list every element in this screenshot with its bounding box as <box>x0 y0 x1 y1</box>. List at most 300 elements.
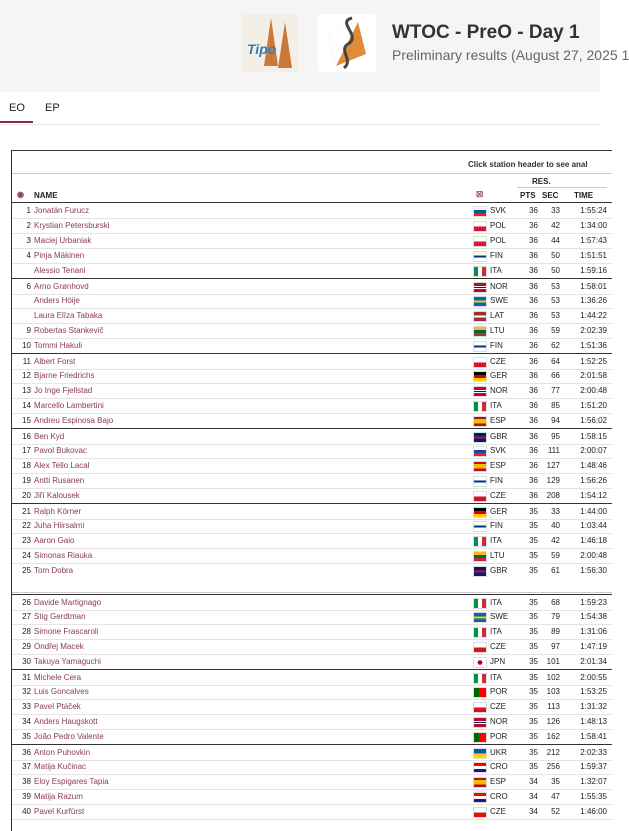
cze-flag-icon <box>473 702 487 713</box>
nation-cell: CRO <box>490 792 508 801</box>
time-cell: 1:51:20 <box>580 401 607 410</box>
time-cell: 1:44:00 <box>580 507 607 516</box>
runner-name-link[interactable]: Aaron Gaio <box>34 536 75 545</box>
seconds-cell: 66 <box>551 371 560 380</box>
runner-name-link[interactable]: Antti Rusanen <box>34 476 85 485</box>
rank-cell: 19 <box>22 476 31 485</box>
points-cell: 35 <box>529 598 538 607</box>
points-cell: 36 <box>529 416 538 425</box>
table-row[interactable] <box>12 774 612 790</box>
table-row[interactable] <box>12 639 612 655</box>
points-cell: 36 <box>529 326 538 335</box>
nation-cell: ITA <box>490 266 502 275</box>
fin-flag-icon <box>473 341 487 352</box>
runner-name-link[interactable]: Albert Forst <box>34 357 76 366</box>
nation-cell: ESP <box>490 416 507 425</box>
nation-cell: ESP <box>490 777 507 786</box>
runner-name-link[interactable]: Robertas Stankevič <box>34 326 104 335</box>
runner-name-link[interactable]: Michele Cera <box>34 673 82 682</box>
runner-name-link[interactable]: Pavel Kurfürst <box>34 807 85 816</box>
time-cell: 1:34:00 <box>580 221 607 230</box>
results-table <box>11 150 612 831</box>
seconds-cell: 59 <box>551 326 560 335</box>
seconds-cell: 256 <box>546 762 560 771</box>
time-cell: 1:51:51 <box>580 251 607 260</box>
runner-name-link[interactable]: Laura Elīza Tabaka <box>34 311 103 320</box>
ita-flag-icon <box>473 673 487 684</box>
points-cell: 35 <box>529 748 538 757</box>
time-cell: 2:00:07 <box>580 446 607 455</box>
nation-cell: NOR <box>490 282 508 291</box>
nation-cell: CZE <box>490 642 506 651</box>
active-tab-indicator <box>0 121 33 123</box>
table-row[interactable] <box>12 488 612 504</box>
time-cell: 1:44:22 <box>580 311 607 320</box>
points-cell: 36 <box>529 357 538 366</box>
time-cell: 1:48:13 <box>580 717 607 726</box>
runner-name-link[interactable]: Marcello Lambertini <box>34 401 104 410</box>
rank-cell: 33 <box>22 702 31 711</box>
orienteering-flag-icon <box>318 14 376 72</box>
runner-name-link[interactable]: Luis Goncalves <box>34 687 89 696</box>
table-row[interactable] <box>12 609 612 625</box>
cro-flag-icon <box>473 762 487 773</box>
runner-name-link[interactable]: Ondřej Macek <box>34 642 84 651</box>
seconds-cell: 95 <box>551 432 560 441</box>
time-cell: 2:00:48 <box>580 386 607 395</box>
ger-flag-icon <box>473 371 487 382</box>
time-cell: 1:48:46 <box>580 461 607 470</box>
runner-name-link[interactable]: Anton Puhovkin <box>34 748 91 757</box>
nation-cell: FIN <box>490 521 503 530</box>
seconds-cell: 102 <box>546 673 560 682</box>
col-pts[interactable]: PTS <box>520 191 536 200</box>
time-cell: 2:00:48 <box>580 551 607 560</box>
table-row[interactable] <box>12 684 612 700</box>
gap-row <box>12 578 612 593</box>
nation-cell: NOR <box>490 386 508 395</box>
runner-name-link[interactable]: Bjarne Friedrichs <box>34 371 95 380</box>
gbr-flag-icon <box>473 432 487 443</box>
nation-cell: GER <box>490 371 508 380</box>
table-row[interactable] <box>12 548 612 564</box>
points-cell: 36 <box>529 461 538 470</box>
time-cell: 1:59:37 <box>580 762 607 771</box>
page-title: WTOC - PreO - Day 1 <box>392 22 580 43</box>
points-cell: 35 <box>529 642 538 651</box>
points-cell: 35 <box>529 507 538 516</box>
time-cell: 1:32:07 <box>580 777 607 786</box>
runner-name-link[interactable]: Ben Kyd <box>34 432 65 441</box>
seconds-cell: 68 <box>551 598 560 607</box>
cze-flag-icon <box>473 642 487 653</box>
points-cell: 36 <box>529 371 538 380</box>
lat-flag-icon <box>473 311 487 322</box>
time-cell: 1:56:02 <box>580 416 607 425</box>
points-cell: 35 <box>529 566 538 575</box>
runner-name-link[interactable]: Jonatán Furucz <box>34 206 90 215</box>
table-row[interactable] <box>12 473 612 489</box>
pol-flag-icon <box>473 221 487 232</box>
time-cell: 1:54:12 <box>580 491 607 500</box>
nor-flag-icon <box>473 717 487 728</box>
seconds-cell: 212 <box>546 748 560 757</box>
rank-cell: 13 <box>22 386 31 395</box>
nation-cell: SWE <box>490 296 509 305</box>
time-cell: 1:55:35 <box>580 792 607 801</box>
rank-cell: 22 <box>22 521 31 530</box>
time-cell: 2:01:58 <box>580 371 607 380</box>
nation-cell: POR <box>490 687 508 696</box>
rank-cell: 15 <box>22 416 31 425</box>
runner-name-link[interactable]: Arno Grønhovd <box>34 282 89 291</box>
table-row[interactable] <box>12 789 612 805</box>
seconds-cell: 126 <box>546 717 560 726</box>
rank-cell: 26 <box>22 598 31 607</box>
tab-ep[interactable]: EP <box>45 102 60 114</box>
runner-name-link[interactable]: Jiří Kalousek <box>34 491 80 500</box>
time-cell: 2:02:33 <box>580 748 607 757</box>
time-cell: 1:56:30 <box>580 566 607 575</box>
tree-icon <box>241 14 299 72</box>
tipo-logo <box>241 14 299 72</box>
time-cell: 1:58:01 <box>580 282 607 291</box>
fin-flag-icon <box>473 251 487 262</box>
seconds-cell: 47 <box>551 792 560 801</box>
points-cell: 35 <box>529 521 538 530</box>
points-cell: 35 <box>529 612 538 621</box>
nation-cell: POL <box>490 221 507 230</box>
rank-cell: 3 <box>26 236 31 245</box>
nation-cell: CZE <box>490 807 506 816</box>
nation-cell: JPN <box>490 657 506 666</box>
nation-cell: ITA <box>490 401 502 410</box>
seconds-cell: 53 <box>551 311 560 320</box>
table-row[interactable] <box>12 563 612 579</box>
runner-name-link[interactable]: Stig Gerdtman <box>34 612 86 621</box>
tab-eo[interactable]: EO <box>9 102 25 114</box>
time-cell: 1:31:32 <box>580 702 607 711</box>
ger-flag-icon <box>473 507 487 518</box>
ita-flag-icon <box>473 598 487 609</box>
rank-cell: 24 <box>22 551 31 560</box>
swe-flag-icon <box>473 296 487 307</box>
nation-cell: CRO <box>490 762 508 771</box>
points-cell: 35 <box>529 657 538 666</box>
table-row[interactable] <box>12 759 612 775</box>
runner-name-link[interactable]: Simonas Riauka <box>34 551 93 560</box>
seconds-cell: 103 <box>546 687 560 696</box>
divider <box>12 173 612 174</box>
table-row[interactable] <box>12 248 612 264</box>
esp-flag-icon <box>473 416 487 427</box>
nation-cell: UKR <box>490 748 507 757</box>
points-cell: 36 <box>529 221 538 230</box>
runner-name-link[interactable]: Pavel Ptáček <box>34 702 81 711</box>
nor-flag-icon <box>473 282 487 293</box>
seconds-cell: 33 <box>551 507 560 516</box>
seconds-cell: 127 <box>546 461 560 470</box>
seconds-cell: 50 <box>551 266 560 275</box>
runner-name-link[interactable]: Anders Haugskott <box>34 717 98 726</box>
table-row[interactable] <box>12 308 612 324</box>
table-row[interactable] <box>12 624 612 640</box>
rank-cell: 36 <box>22 748 31 757</box>
runner-name-link[interactable]: Juha Hiirsalmi <box>34 521 85 530</box>
flag-column-icon[interactable]: ☒ <box>476 190 484 199</box>
station-hint: Click station header to see anal <box>468 160 588 169</box>
nation-cell: SVK <box>490 206 507 215</box>
time-cell: 1:59:23 <box>580 598 607 607</box>
nation-cell: SWE <box>490 612 509 621</box>
runner-name-link[interactable]: Tom Dobra <box>34 566 74 575</box>
por-flag-icon <box>473 687 487 698</box>
nation-cell: CZE <box>490 491 506 500</box>
table-row[interactable] <box>12 413 612 429</box>
runner-name-link[interactable]: João Pedro Valente <box>34 732 104 741</box>
runner-name-link[interactable]: Ralph Körner <box>34 507 82 516</box>
nation-cell: SVK <box>490 446 507 455</box>
fin-flag-icon <box>473 521 487 532</box>
points-cell: 36 <box>529 266 538 275</box>
seconds-cell: 61 <box>551 566 560 575</box>
rank-cell: 14 <box>22 401 31 410</box>
pol-flag-icon <box>473 236 487 247</box>
nation-cell: GBR <box>490 432 508 441</box>
points-cell: 36 <box>529 251 538 260</box>
table-row[interactable] <box>12 338 612 354</box>
svk-flag-icon <box>473 446 487 457</box>
table-row[interactable] <box>12 218 612 234</box>
seconds-cell: 35 <box>551 777 560 786</box>
points-cell: 36 <box>529 296 538 305</box>
rank-cell: 4 <box>26 251 31 260</box>
time-cell: 1:46:18 <box>580 536 607 545</box>
table-row[interactable] <box>12 458 612 474</box>
table-row[interactable] <box>12 233 612 249</box>
points-cell: 34 <box>529 792 538 801</box>
cze-flag-icon <box>473 357 487 368</box>
time-cell: 2:02:39 <box>580 326 607 335</box>
runner-name-link[interactable]: Matija Razum <box>34 792 83 801</box>
table-row[interactable] <box>12 729 612 745</box>
seconds-cell: 97 <box>551 642 560 651</box>
time-cell: 1:59:16 <box>580 266 607 275</box>
rank-cell: 28 <box>22 627 31 636</box>
points-cell: 35 <box>529 687 538 696</box>
nation-cell: POR <box>490 732 508 741</box>
time-cell: 1:47:19 <box>580 642 607 651</box>
runner-name-link[interactable]: Jo Inge Fjellstad <box>34 386 93 395</box>
runner-name-link[interactable]: Eloy Espigares Tapia <box>34 777 109 786</box>
table-row[interactable] <box>12 293 612 309</box>
seconds-cell: 53 <box>551 296 560 305</box>
gbr-flag-icon <box>473 566 487 577</box>
col-res: RES. <box>532 177 551 186</box>
seconds-cell: 50 <box>551 251 560 260</box>
table-row[interactable] <box>12 398 612 414</box>
jpn-flag-icon <box>473 657 487 668</box>
table-row[interactable] <box>12 533 612 549</box>
esp-flag-icon <box>473 461 487 472</box>
seconds-cell: 208 <box>546 491 560 500</box>
table-row[interactable] <box>12 654 612 670</box>
points-cell: 35 <box>529 536 538 545</box>
seconds-cell: 113 <box>547 702 560 711</box>
time-cell: 1:52:25 <box>580 357 607 366</box>
time-cell: 2:00:55 <box>580 673 607 682</box>
eye-icon[interactable]: ◉ <box>17 190 24 199</box>
col-time[interactable]: TIME <box>574 191 594 200</box>
runner-name-link[interactable]: Alessio Tenani <box>34 266 86 275</box>
rank-cell: 1 <box>26 206 31 215</box>
seconds-cell: 111 <box>547 446 560 455</box>
col-sec[interactable]: SEC <box>542 191 559 200</box>
table-row[interactable] <box>12 263 612 279</box>
points-cell: 36 <box>529 432 538 441</box>
ltu-flag-icon <box>473 326 487 337</box>
points-cell: 35 <box>529 762 538 771</box>
time-cell: 1:56:26 <box>580 476 607 485</box>
nation-cell: FIN <box>490 251 503 260</box>
nation-cell: LAT <box>490 311 505 320</box>
ukr-flag-icon <box>473 748 487 759</box>
time-cell: 2:01:34 <box>580 657 607 666</box>
nation-cell: NOR <box>490 717 508 726</box>
seconds-cell: 62 <box>551 341 560 350</box>
rank-cell: 9 <box>26 326 31 335</box>
rank-cell: 37 <box>22 762 31 771</box>
runner-name-link[interactable]: Pinja Mäkinen <box>34 251 85 260</box>
ita-flag-icon <box>473 627 487 638</box>
runner-name-link[interactable]: Anders Höije <box>34 296 80 305</box>
ita-flag-icon <box>473 401 487 412</box>
page-header <box>0 0 629 92</box>
nation-cell: CZE <box>490 357 506 366</box>
seconds-cell: 94 <box>551 416 560 425</box>
nor-flag-icon <box>473 386 487 397</box>
rank-cell: 18 <box>22 461 31 470</box>
cze-flag-icon <box>473 491 487 502</box>
points-cell: 35 <box>529 673 538 682</box>
col-name[interactable]: NAME <box>34 191 58 200</box>
table-row[interactable] <box>12 323 612 339</box>
points-cell: 36 <box>529 206 538 215</box>
rank-cell: 39 <box>22 792 31 801</box>
points-cell: 36 <box>529 491 538 500</box>
svg-text:Tipo: Tipo <box>247 41 277 57</box>
nation-cell: FIN <box>490 476 503 485</box>
runner-name-link[interactable]: Krystian Petersburski <box>34 221 110 230</box>
seconds-cell: 101 <box>546 657 560 666</box>
points-cell: 35 <box>529 732 538 741</box>
rank-cell: 35 <box>22 732 31 741</box>
runner-name-link[interactable]: Pavol Bukovac <box>34 446 87 455</box>
table-row[interactable] <box>12 518 612 534</box>
rank-cell: 25 <box>22 566 31 575</box>
seconds-cell: 162 <box>546 732 560 741</box>
seconds-cell: 42 <box>551 221 560 230</box>
table-row[interactable] <box>12 699 612 715</box>
time-cell: 1:58:15 <box>580 432 607 441</box>
seconds-cell: 129 <box>546 476 560 485</box>
nation-cell: ITA <box>490 536 502 545</box>
cro-flag-icon <box>473 792 487 803</box>
rank-cell: 38 <box>22 777 31 786</box>
seconds-cell: 79 <box>551 612 560 621</box>
nation-cell: FIN <box>490 341 503 350</box>
time-cell: 1:46:00 <box>580 807 607 816</box>
points-cell: 36 <box>529 476 538 485</box>
rank-cell: 16 <box>22 432 31 441</box>
event-logo <box>318 14 376 72</box>
points-cell: 35 <box>529 702 538 711</box>
runner-name-link[interactable]: Alex Tello Lacal <box>34 461 90 470</box>
class-tabs <box>0 92 600 125</box>
seconds-cell: 40 <box>551 521 560 530</box>
nation-cell: LTU <box>490 326 505 335</box>
time-cell: 1:03:44 <box>580 521 607 530</box>
rank-cell: 29 <box>22 642 31 651</box>
divider <box>517 187 607 188</box>
runner-name-link[interactable]: Andreu Espinosa Bajo <box>34 416 114 425</box>
time-cell: 1:31:06 <box>580 627 607 636</box>
seconds-cell: 33 <box>551 206 560 215</box>
runner-name-link[interactable]: Takuya Yamaguchi <box>34 657 101 666</box>
time-cell: 1:58:41 <box>580 732 607 741</box>
points-cell: 36 <box>529 386 538 395</box>
ltu-flag-icon <box>473 551 487 562</box>
runner-name-link[interactable]: Tommi Hakuli <box>34 341 83 350</box>
nation-cell: GER <box>490 507 508 516</box>
por-flag-icon <box>473 732 487 743</box>
ita-flag-icon <box>473 536 487 547</box>
time-cell: 1:55:24 <box>580 206 607 215</box>
runner-name-link[interactable]: Maciej Urbaniak <box>34 236 92 245</box>
points-cell: 35 <box>529 551 538 560</box>
runner-name-link[interactable]: Davide Martignago <box>34 598 102 607</box>
seconds-cell: 64 <box>551 357 560 366</box>
nation-cell: CZE <box>490 702 506 711</box>
table-row[interactable] <box>12 203 612 219</box>
nation-cell: ITA <box>490 627 502 636</box>
runner-name-link[interactable]: Matija Kučinac <box>34 762 87 771</box>
nation-cell: ESP <box>490 461 507 470</box>
page-subtitle: Preliminary results (August 27, 2025 1 <box>392 47 629 63</box>
fin-flag-icon <box>473 476 487 487</box>
points-cell: 36 <box>529 311 538 320</box>
rank-cell: 32 <box>22 687 31 696</box>
rank-cell: 31 <box>22 673 31 682</box>
swe-flag-icon <box>473 612 487 623</box>
table-row[interactable] <box>12 368 612 384</box>
runner-name-link[interactable]: Simone Frascaroli <box>34 627 99 636</box>
svk-flag-icon <box>473 206 487 217</box>
points-cell: 36 <box>529 401 538 410</box>
table-row[interactable] <box>12 714 612 730</box>
table-row[interactable] <box>12 383 612 399</box>
table-row[interactable] <box>12 443 612 459</box>
time-cell: 1:51:36 <box>580 341 607 350</box>
time-cell: 1:57:43 <box>580 236 607 245</box>
rank-cell: 34 <box>22 717 31 726</box>
rank-cell: 27 <box>22 612 31 621</box>
time-cell: 1:53:25 <box>580 687 607 696</box>
nation-cell: ITA <box>490 673 502 682</box>
rank-cell: 21 <box>22 507 31 516</box>
seconds-cell: 89 <box>551 627 560 636</box>
table-row[interactable] <box>12 804 612 820</box>
